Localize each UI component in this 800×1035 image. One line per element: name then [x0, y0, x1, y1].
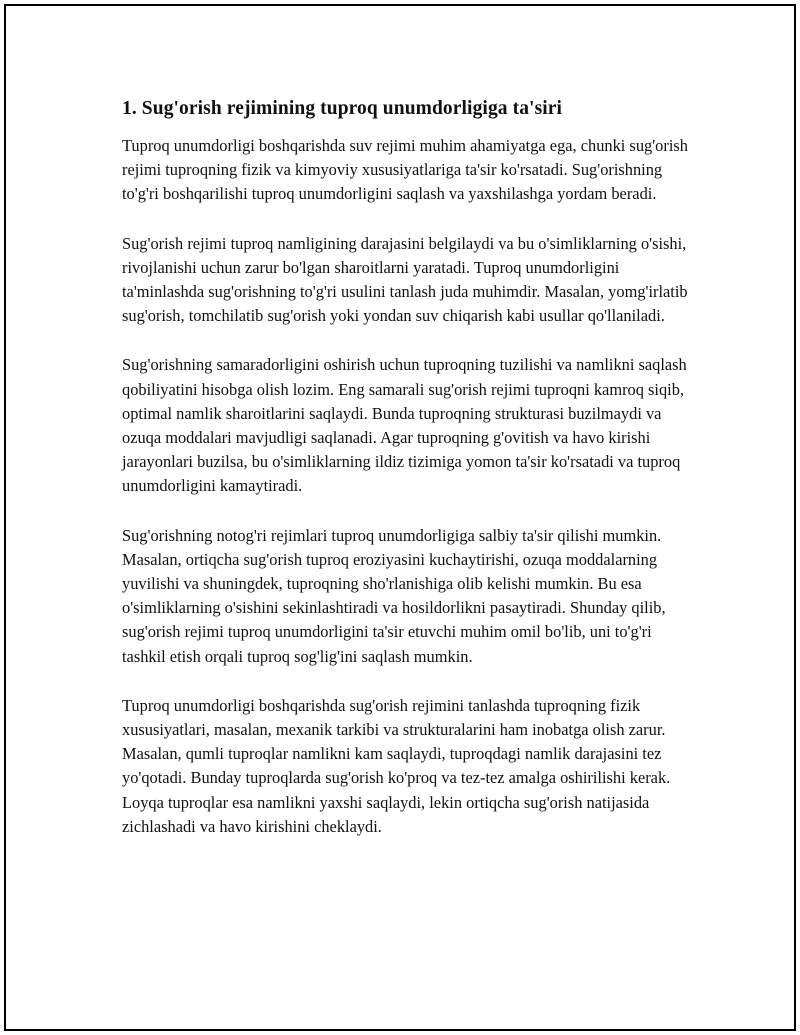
paragraph-1: Tuproq unumdorligi boshqarishda suv rejimi muhim ahamiyatga ega, chunki sug'orish rejimi tuproqning fizik va kimyoviy xususiyatlariga ta'sir ko'rsatadi. Sug'orishning to'g'ri boshqarilishi tuproq unumdorligini saqlash va yaxshilashga yordam beradi. [122, 136, 688, 204]
paragraph-5: Tuproq unumdorligi boshqarishda sug'orish rejimini tanlashda tuproqning fizik xususiyatlari, masalan, mexanik tarkibi va strukturalarini ham inobatga olish zarur. Masalan, qumli tuproqlar namlikni kam saqlaydi, tuproqdagi namlik darajasini tez yo'qotadi. Bunday tuproqlarda sug'orish ko'proq va tez-tez amalga oshirilishi kerak. Loyqa tuproqlar esa namlikni yaxshi saqlaydi, lekin ortiqcha sug'orish natijasida zichlashadi va havo kirishini cheklaydi. [122, 695, 671, 836]
paragraph-4: Sug'orishning notog'ri rejimlari tuproq unumdorligiga salbiy ta'sir qilishi mumkin. Masalan, ortiqcha sug'orish tuproq eroziyasini kuchaytirishi, ozuqa moddalarning yuvilishi va shuningdek, tuproqning sho'rlanishiga olib kelishi mumkin. Bu esa o'simliklarning o'sishini sekinlashtiradi va hosildorlikni pasaytiradi. Shunday qilib, sug'orish rejimi tuproq unumdorligini ta'sir etuvchi muhim omil bo'lib, uni to'g'ri tashkil etish orqali tuproq sog'lig'ini saqlash mumkin. [122, 525, 666, 666]
section-title: 1. Sug'orish rejimining tuproq unumdorligiga ta'siri [122, 98, 563, 119]
paragraph-3: Sug'orishning samaradorligini oshirish uchun tuproqning tuzilishi va namlikni saqlash qobiliyatini hisobga olish lozim. Eng samarali sug'orish rejimi tuproqni kamroq siqib, optimal namlik sharoitlarini saqlaydi. Bunda tuproqning strukturasi buzilmaydi va ozuqa moddalari mavjudligi saqlanadi. Agar tuproqning g'ovitish va havo kirishi jarayonlari buzilsa, bu o'simliklarning ildiz tizimiga yomon ta'sir ko'rsatadi va tuproq unumdorligini kamaytiradi. [122, 355, 687, 496]
page-border [4, 4, 796, 1031]
document-body [122, 96, 694, 864]
paragraph-2: Sug'orish rejimi tuproq namligining darajasini belgilaydi va bu o'simliklarning o'sishi, rivojlanishi uchun zarur bo'lgan sharoitlarni yaratadi. Tuproq unumdorligini ta'minlashda sug'orishning to'g'ri usulini tanlash juda muhimdir. Masalan, yomg'irlatib sug'orish, tomchilatib sug'orish yoki yondan suv chiqarish kabi usullar qo'llaniladi. [122, 233, 688, 326]
